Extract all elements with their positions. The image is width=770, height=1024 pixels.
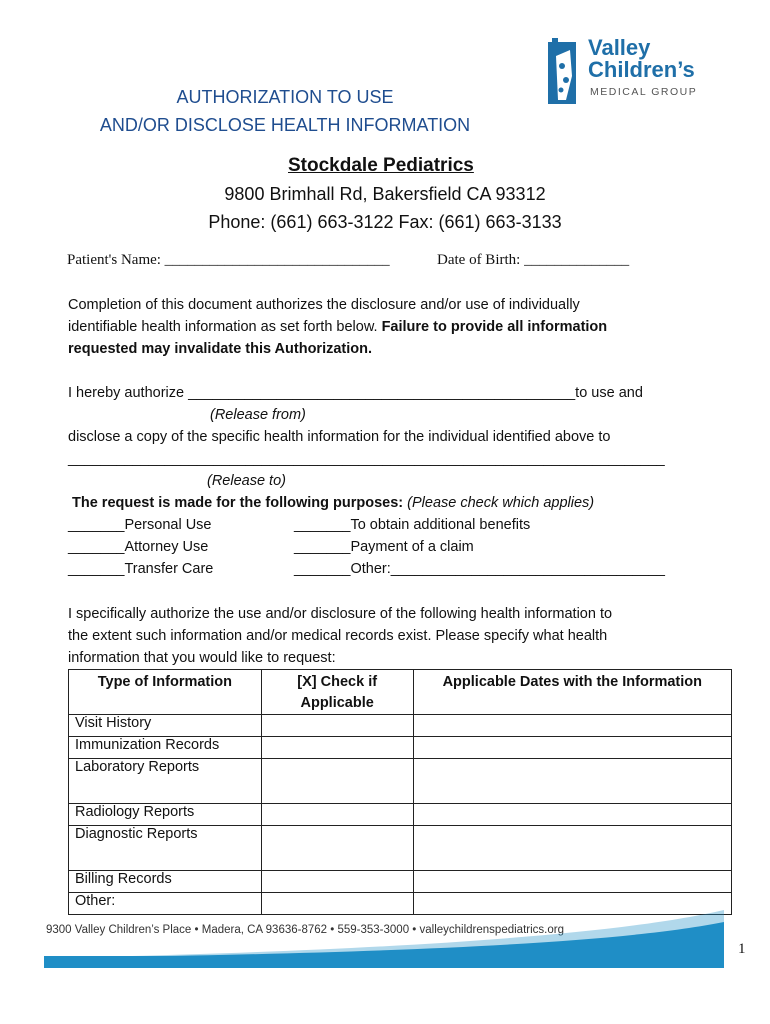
purpose-payment-of-claim[interactable]: _______Payment of a claim xyxy=(294,539,474,555)
check-cell-immunization[interactable] xyxy=(261,737,413,759)
dates-cell-visit-history[interactable] xyxy=(413,715,731,737)
table-header-dates: Applicable Dates with the Information xyxy=(413,670,731,715)
giraffe-logo-icon xyxy=(546,36,582,106)
purpose-transfer-care[interactable]: _______Transfer Care xyxy=(68,561,214,577)
release-from-label: (Release from) xyxy=(210,407,306,423)
logo-line-3: MEDICAL GROUP xyxy=(590,86,698,98)
footer-address: 9300 Valley Children’s Place • Madera, CA 93636-8762 • 559-353-3000 • valleychildrenspediatrics.org xyxy=(46,924,564,936)
row-label-immunization: Immunization Records xyxy=(69,737,262,759)
intro-line-3: requested may invalidate this Authorization. xyxy=(68,341,373,357)
dates-cell-immunization[interactable] xyxy=(413,737,731,759)
dates-cell-radiology[interactable] xyxy=(413,804,731,826)
table-header-type: Type of Information xyxy=(69,670,262,715)
authorize-line-1[interactable]: I hereby authorize ________________________________________________to use and xyxy=(68,385,643,401)
table-row xyxy=(69,715,732,737)
page-number: 1 xyxy=(738,941,746,957)
logo-line-1: Valley xyxy=(588,35,651,60)
footer-swoosh-icon xyxy=(44,908,734,970)
table-row xyxy=(69,871,732,893)
table-row xyxy=(69,804,732,826)
logo xyxy=(546,36,736,108)
dates-cell-diagnostic[interactable] xyxy=(413,826,731,871)
specific-line-3: information that you would like to request: xyxy=(68,650,336,666)
row-label-billing: Billing Records xyxy=(69,871,262,893)
dates-cell-billing[interactable] xyxy=(413,871,731,893)
form-title-line-1: AUTHORIZATION TO USE xyxy=(176,87,394,107)
check-cell-diagnostic[interactable] xyxy=(261,826,413,871)
row-label-laboratory: Laboratory Reports xyxy=(69,759,262,804)
release-to-label: (Release to) xyxy=(207,473,286,489)
release-to-field[interactable]: __________________________________________________________________________ xyxy=(68,451,665,467)
table-row xyxy=(69,737,732,759)
purposes-right-column xyxy=(294,514,665,580)
check-cell-laboratory[interactable] xyxy=(261,759,413,804)
information-table xyxy=(68,669,732,915)
row-label-other: Other: xyxy=(69,893,262,915)
clinic-name: Stockdale Pediatrics xyxy=(288,155,474,176)
table-row xyxy=(69,826,732,871)
table-header-row xyxy=(69,670,732,715)
check-cell-visit-history[interactable] xyxy=(261,715,413,737)
purposes-heading xyxy=(72,492,594,514)
check-cell-billing[interactable] xyxy=(261,871,413,893)
intro-line-2 xyxy=(68,316,728,338)
row-label-radiology: Radiology Reports xyxy=(69,804,262,826)
clinic-address: 9800 Brimhall Rd, Bakersfield CA 93312 xyxy=(224,184,546,204)
table-row xyxy=(69,759,732,804)
purposes-left-column xyxy=(68,514,213,580)
purpose-attorney-use[interactable]: _______Attorney Use xyxy=(68,539,209,555)
purposes-heading-bold: The request is made for the following purposes: xyxy=(72,495,404,511)
purpose-other[interactable]: _______Other:__________________________________ xyxy=(294,561,665,577)
form-title-line-2: AND/OR DISCLOSE HEALTH INFORMATION xyxy=(99,115,471,135)
intro-line-1: Completion of this document authorizes the disclosure and/or use of individually xyxy=(68,297,580,313)
purposes-heading-italic: (Please check which applies) xyxy=(403,495,595,511)
authorize-line-2: disclose a copy of the specific health information for the individual identified above to xyxy=(68,429,611,445)
dates-cell-laboratory[interactable] xyxy=(413,759,731,804)
intro-line-2-bold: Failure to provide all information xyxy=(381,319,608,335)
specific-paragraph xyxy=(68,603,728,669)
table-header-check: [X] Check if Applicable xyxy=(261,670,413,715)
patient-name-field[interactable]: Patient's Name: ______________________________ xyxy=(67,252,390,268)
logo-line-2: Children’s xyxy=(588,57,695,82)
date-of-birth-field[interactable]: Date of Birth: ______________ xyxy=(437,252,630,268)
clinic-phone: Phone: (661) 663-3122 Fax: (661) 663-3133 xyxy=(208,212,562,232)
purpose-additional-benefits[interactable]: _______To obtain additional benefits xyxy=(294,517,531,533)
purpose-personal-use[interactable]: _______Personal Use xyxy=(68,517,212,533)
check-cell-radiology[interactable] xyxy=(261,804,413,826)
specific-line-1: I specifically authorize the use and/or disclosure of the following health information to xyxy=(68,606,613,622)
intro-line-2-text: identifiable health information as set forth below. xyxy=(68,319,382,335)
row-label-visit-history: Visit History xyxy=(69,715,262,737)
row-label-diagnostic: Diagnostic Reports xyxy=(69,826,262,871)
specific-line-2: the extent such information and/or medical records exist. Please specify what health xyxy=(68,628,608,644)
intro-paragraph xyxy=(68,294,728,360)
